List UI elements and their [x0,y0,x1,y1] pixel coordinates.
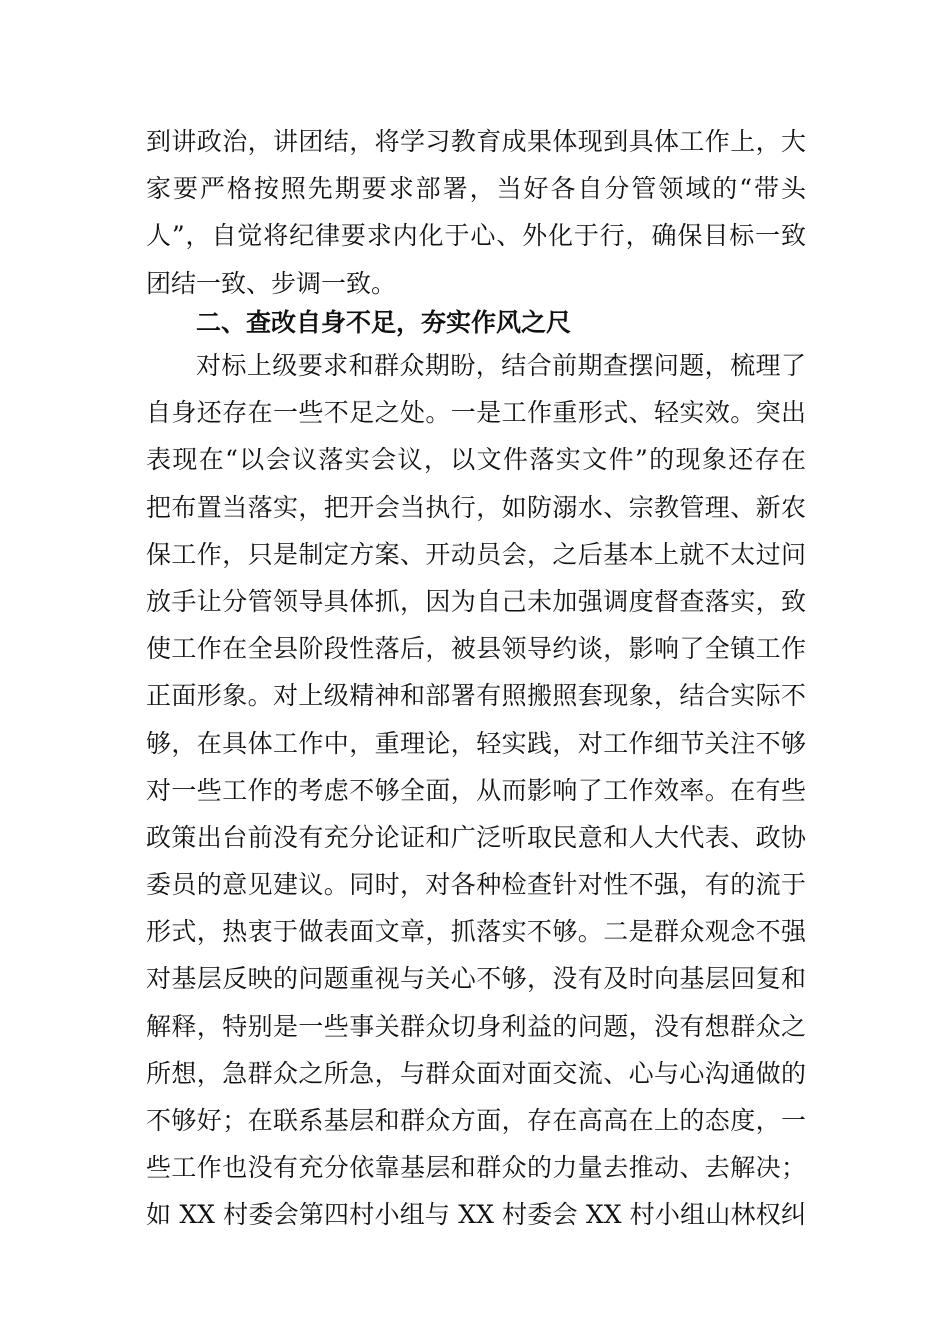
paragraph-1-line: 人”，自觉将纪律要求内化于心、外化于行，确保目标一致 [146,221,806,251]
paragraph-2-line: 够，在具体工作中，重理论，轻实践，对工作细节关注不够 [146,728,806,758]
paragraph-1-line: 家要严格按照先期要求部署，当好各自分管领域的“带头 [146,174,806,204]
paragraph-2-line: 如 XX 村委会第四村小组与 XX 村委会 XX 村小组山林权纠 [146,1200,806,1230]
paragraph-2-line: 表现在“以会议落实会议，以文件落实文件”的现象还存在 [146,445,806,475]
paragraph-1-line: 团结一致、步调一致。 [146,268,397,298]
paragraph-2-line: 所想，急群众之所急，与群众面对面交流、心与心沟通做的 [146,1058,806,1088]
paragraph-2-line: 形式，热衷于做表面文章，抓落实不够。二是群众观念不强 [146,917,806,947]
paragraph-2-line: 正面形象。对上级精神和部署有照搬照套现象，结合实际不 [146,681,806,711]
section-heading: 二、查改自身不足，夯实作风之尺 [196,308,572,337]
paragraph-1 [146,118,806,307]
paragraph-2-line: 对基层反映的问题重视与关心不够，没有及时向基层回复和 [146,964,806,994]
paragraph-1-line: 到讲政治，讲团结，将学习教育成果体现到具体工作上，大 [146,127,806,156]
paragraph-2-line: 委员的意见建议。同时，对各种检查针对性不强，有的流于 [146,870,806,900]
paragraph-2-line: 把布置当落实，把开会当执行，如防溺水、宗教管理、新农 [146,492,806,522]
paragraph-2-line: 保工作，只是制定方案、开动员会，之后基本上就不太过问 [146,539,806,569]
paragraph-2-line: 些工作也没有充分依靠基层和群众的力量去推动、去解决； [146,1153,806,1183]
paragraph-2-line: 对标上级要求和群众期盼，结合前期查摆问题，梳理了 [196,351,806,380]
paragraph-2 [146,342,806,1239]
paragraph-2-line: 自身还存在一些不足之处。一是工作重形式、轻实效。突出 [146,398,806,428]
paragraph-2-line: 不够好；在联系基层和群众方面，存在高高在上的态度，一 [146,1106,806,1135]
paragraph-2-line: 使工作在全县阶段性落后，被县领导约谈，影响了全镇工作 [146,634,806,664]
paragraph-2-line: 放手让分管领导具体抓，因为自己未加强调度督查落实，致 [146,586,806,616]
paragraph-2-line: 解释，特别是一些事关群众切身利益的问题，没有想群众之 [146,1011,806,1041]
paragraph-2-line: 对一些工作的考虑不够全面，从而影响了工作效率。在有些 [146,775,806,805]
paragraph-2-line: 政策出台前没有充分论证和广泛听取民意和人大代表、政协 [146,822,806,852]
